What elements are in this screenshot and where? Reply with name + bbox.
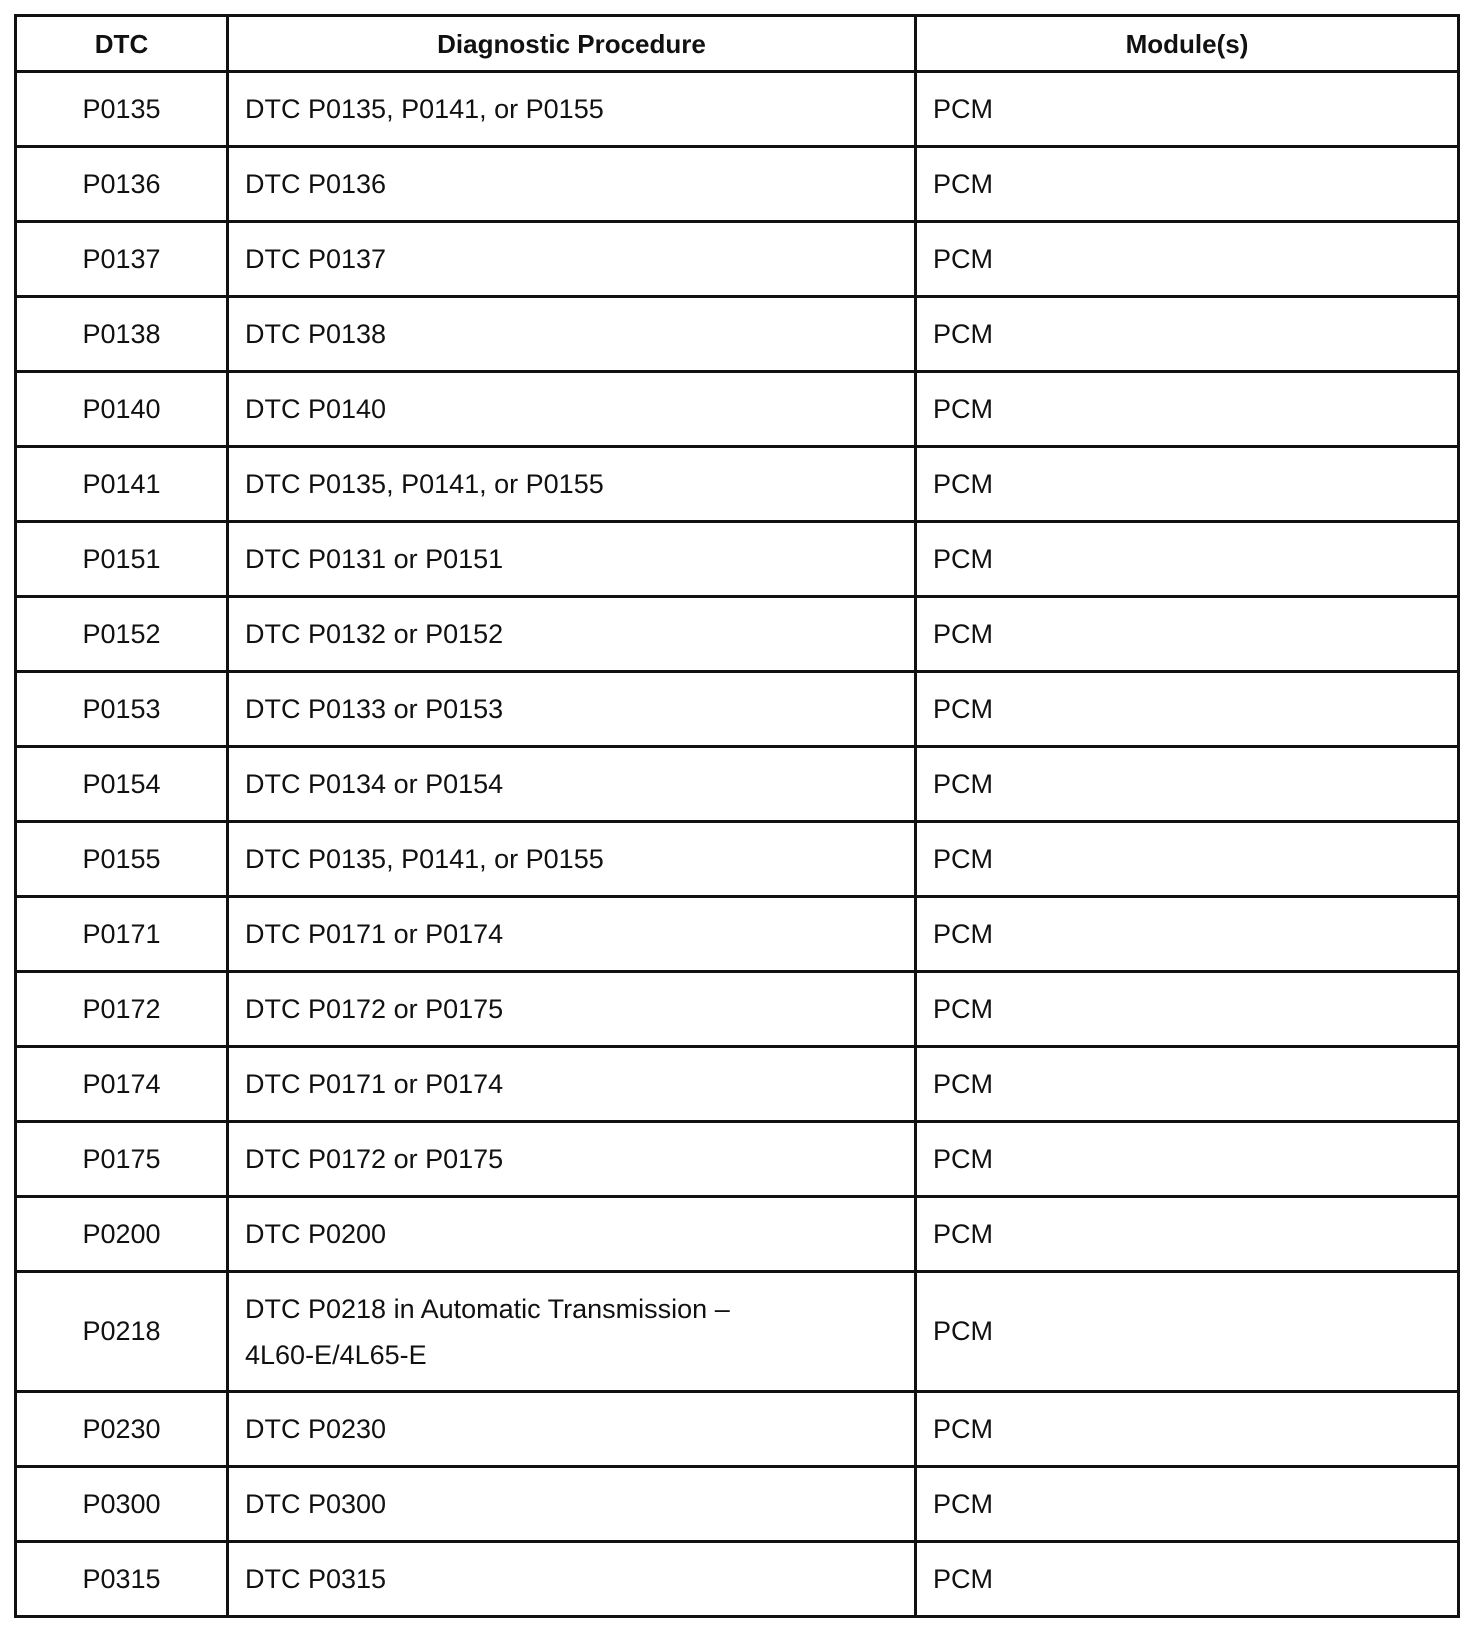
dtc-code-cell: P0140 [16,372,228,447]
table-row [16,1392,1459,1467]
module-cell: PCM [916,72,1459,147]
dtc-code-cell: P0151 [16,522,228,597]
table-row [16,897,1459,972]
table-row [16,822,1459,897]
dtc-code-cell: P0300 [16,1467,228,1542]
module-cell: PCM [916,222,1459,297]
dtc-code-cell: P0200 [16,1197,228,1272]
module-cell: PCM [916,147,1459,222]
table-row [16,222,1459,297]
header-dtc: DTC [16,16,228,72]
dtc-code-cell: P0155 [16,822,228,897]
dtc-code-cell: P0175 [16,1122,228,1197]
dtc-code-cell: P0135 [16,72,228,147]
dtc-code-cell: P0171 [16,897,228,972]
dtc-table [14,14,1460,1618]
diagnostic-procedure-cell: DTC P0171 or P0174 [228,1047,916,1122]
table-row [16,747,1459,822]
table-row [16,1467,1459,1542]
dtc-code-cell: P0230 [16,1392,228,1467]
diagnostic-procedure-cell: DTC P0133 or P0153 [228,672,916,747]
dtc-code-cell: P0172 [16,972,228,1047]
module-cell: PCM [916,897,1459,972]
module-cell: PCM [916,822,1459,897]
table-row [16,1197,1459,1272]
module-cell: PCM [916,1047,1459,1122]
diagnostic-procedure-cell: DTC P0135, P0141, or P0155 [228,822,916,897]
diagnostic-procedure-cell: DTC P0135, P0141, or P0155 [228,72,916,147]
module-cell: PCM [916,747,1459,822]
module-cell: PCM [916,372,1459,447]
dtc-code-cell: P0174 [16,1047,228,1122]
dtc-code-cell: P0315 [16,1542,228,1617]
table-row [16,1272,1459,1392]
module-cell: PCM [916,522,1459,597]
module-cell: PCM [916,972,1459,1047]
module-cell: PCM [916,1467,1459,1542]
table-row [16,147,1459,222]
diagnostic-procedure-cell: DTC P0315 [228,1542,916,1617]
diagnostic-procedure-cell: DTC P0172 or P0175 [228,972,916,1047]
diagnostic-procedure-cell: DTC P0171 or P0174 [228,897,916,972]
table-row [16,372,1459,447]
header-diagnostic-procedure: Diagnostic Procedure [228,16,916,72]
module-cell: PCM [916,672,1459,747]
module-cell: PCM [916,1272,1459,1392]
dtc-code-cell: P0152 [16,597,228,672]
table-row [16,72,1459,147]
dtc-code-cell: P0154 [16,747,228,822]
module-cell: PCM [916,1197,1459,1272]
table-row [16,1122,1459,1197]
table-row [16,297,1459,372]
table-row [16,522,1459,597]
table-header [16,16,1459,72]
diagnostic-procedure-cell: DTC P0140 [228,372,916,447]
header-row [16,16,1459,72]
diagnostic-procedure-cell: DTC P0134 or P0154 [228,747,916,822]
table-row [16,972,1459,1047]
table-row [16,1542,1459,1617]
table-row [16,672,1459,747]
module-cell: PCM [916,297,1459,372]
table-row [16,447,1459,522]
dtc-code-cell: P0137 [16,222,228,297]
diagnostic-procedure-cell: DTC P0172 or P0175 [228,1122,916,1197]
diagnostic-procedure-cell: DTC P0136 [228,147,916,222]
dtc-code-cell: P0141 [16,447,228,522]
module-cell: PCM [916,1122,1459,1197]
diagnostic-procedure-cell: DTC P0135, P0141, or P0155 [228,447,916,522]
dtc-code-cell: P0136 [16,147,228,222]
dtc-code-cell: P0153 [16,672,228,747]
diagnostic-procedure-cell: DTC P0300 [228,1467,916,1542]
dtc-code-cell: P0138 [16,297,228,372]
diagnostic-procedure-cell: DTC P0218 in Automatic Transmission – 4L60-E/4L65-E [228,1272,916,1392]
header-modules: Module(s) [916,16,1459,72]
diagnostic-procedure-cell: DTC P0137 [228,222,916,297]
module-cell: PCM [916,447,1459,522]
table-row [16,1047,1459,1122]
diagnostic-procedure-cell: DTC P0230 [228,1392,916,1467]
module-cell: PCM [916,1542,1459,1617]
table-body [16,72,1459,1617]
dtc-code-cell: P0218 [16,1272,228,1392]
module-cell: PCM [916,597,1459,672]
diagnostic-procedure-cell: DTC P0138 [228,297,916,372]
diagnostic-procedure-cell: DTC P0131 or P0151 [228,522,916,597]
module-cell: PCM [916,1392,1459,1467]
diagnostic-procedure-cell: DTC P0132 or P0152 [228,597,916,672]
diagnostic-procedure-cell: DTC P0200 [228,1197,916,1272]
table-row [16,597,1459,672]
